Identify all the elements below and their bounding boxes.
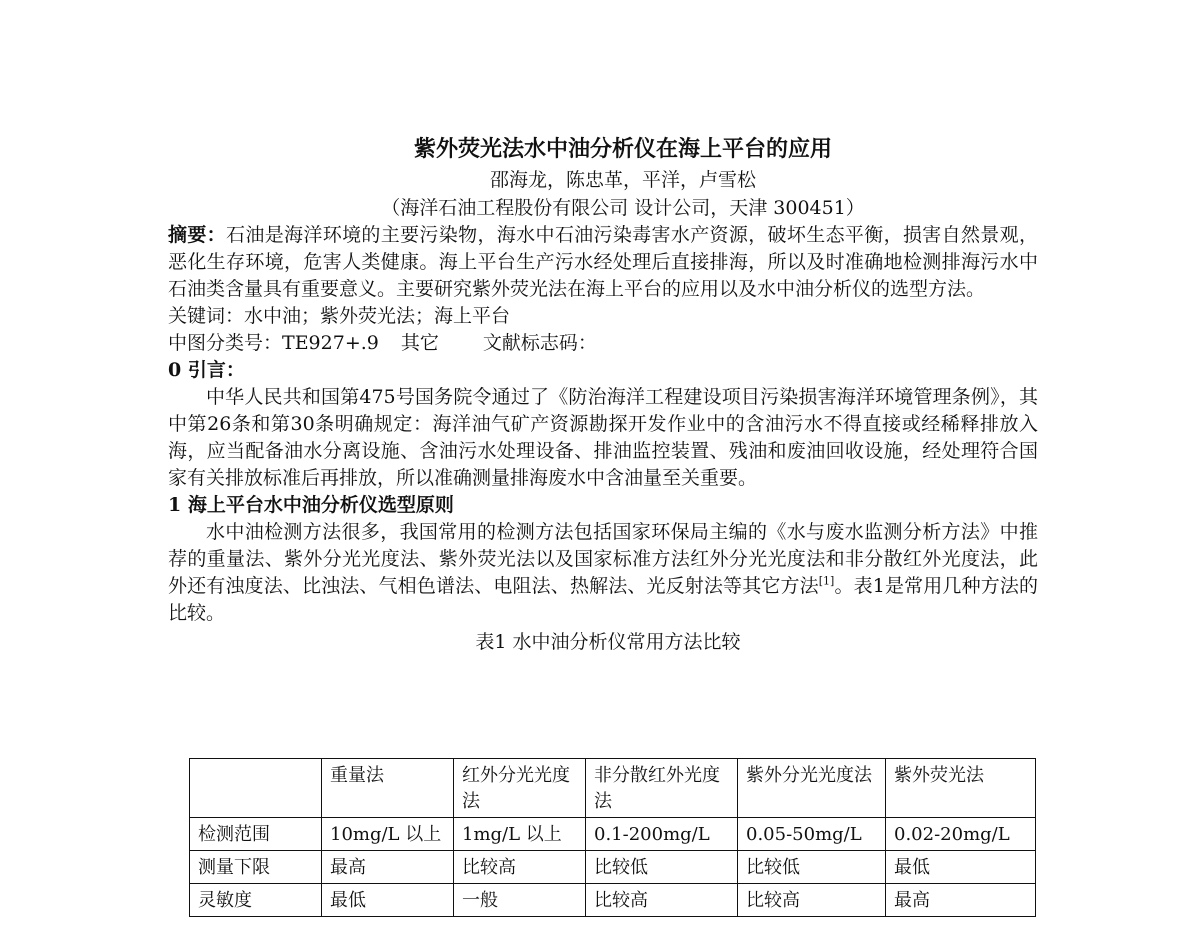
section-1-heading: 1 海上平台水中油分析仪选型原则 (168, 494, 454, 516)
table-cell: 比较高 (454, 851, 586, 884)
table-cell: 最高 (322, 851, 454, 884)
classification-line (168, 330, 1038, 357)
table-header-cell: 非分散红外光度法 (586, 759, 738, 818)
section-1-text-after: 。表1是常用几种方法的比较。 (168, 575, 1038, 624)
classification-other: 其它 (400, 332, 439, 354)
table-row (190, 851, 1036, 884)
table-cell: 检测范围 (190, 818, 322, 851)
table-cell: 0.1-200mg/L (586, 818, 738, 851)
abstract (168, 222, 1038, 303)
abstract-text: 石油是海洋环境的主要污染物，海水中石油污染毒害水产资源，破坏生态平衡，损害自然景观，恶化生存环境，危害人类健康。海上平台生产污水经处理后直接排海，所以及时准确地检测排海污水中石油类含量具有重要意义。主要研究紫外荧光法在海上平台的应用以及水中油分析仪的选型方法。 (168, 224, 1038, 300)
table-header-cell: 重量法 (322, 759, 454, 818)
classification-code: TE927+.9 (282, 332, 379, 354)
table-cell: 最高 (886, 884, 1036, 917)
table-header-cell: 紫外荧光法 (886, 759, 1036, 818)
table-caption: 表1 水中油分析仪常用方法比较 (475, 631, 741, 653)
citation-ref: [1] (818, 574, 835, 588)
classification-label: 中图分类号： (168, 332, 283, 354)
table-cell: 灵敏度 (190, 884, 322, 917)
table-cell: 比较低 (586, 851, 738, 884)
table-cell: 比较高 (586, 884, 738, 917)
section-1-text: 水中油检测方法很多，我国常用的检测方法包括国家环保局主编的《水与废水监测分析方法》中推荐的重量法、紫外分光光度法、紫外荧光法以及国家标准方法红外分光光度法和非分散红外光度法，此外还有浊度法、比浊法、气相色谱法、电阻法、热解法、光反射法等其它方法 (168, 521, 1038, 597)
table-header-cell (190, 759, 322, 818)
intro-paragraph: 中华人民共和国第475号国务院令通过了《防治海洋工程建设项目污染损害海洋环境管理条例》，其中第26条和第30条明确规定：海洋油气矿产资源勘探开发作业中的含油污水不得直接或经稀释排放入海，应当配备油水分离设施、含油污水处理设备、排油监控装置、残油和废油回收设施，经处理符合国家有关排放标准后再排放，所以准确测量排海废水中含油量至关重要。 (168, 386, 1038, 489)
table-header-cell: 紫外分光光度法 (738, 759, 886, 818)
keywords-text: 水中油；紫外荧光法；海上平台 (244, 305, 511, 327)
keywords-label: 关键词： (168, 305, 245, 327)
table-cell: 10mg/L 以上 (322, 818, 454, 851)
intro-heading: 0 引言： (168, 359, 245, 381)
table-cell: 1mg/L 以上 (454, 818, 586, 851)
paper-page (168, 132, 1038, 655)
table-row (190, 884, 1036, 917)
table-cell: 最低 (322, 884, 454, 917)
section-1-paragraph (168, 519, 1038, 627)
abstract-label: 摘要： (168, 224, 227, 246)
table-cell: 比较低 (738, 851, 886, 884)
table-cell: 最低 (886, 851, 1036, 884)
table-cell: 0.05-50mg/L (738, 818, 886, 851)
affiliation: （海洋石油工程股份有限公司 设计公司，天津 300451） (381, 197, 865, 219)
table-cell: 0.02-20mg/L (886, 818, 1036, 851)
table-cell: 测量下限 (190, 851, 322, 884)
table-header-row (190, 759, 1036, 818)
paper-title: 紫外荧光法水中油分析仪在海上平台的应用 (413, 136, 832, 162)
document-code-label: 文献标志码： (482, 332, 597, 354)
table-cell: 比较高 (738, 884, 886, 917)
keywords (168, 303, 1038, 330)
table-header-cell: 红外分光光度法 (454, 759, 586, 818)
table-cell: 一般 (454, 884, 586, 917)
method-comparison-table (189, 758, 1036, 917)
table-row (190, 818, 1036, 851)
author-list: 邵海龙，陈忠革，平洋，卢雪松 (489, 169, 756, 191)
